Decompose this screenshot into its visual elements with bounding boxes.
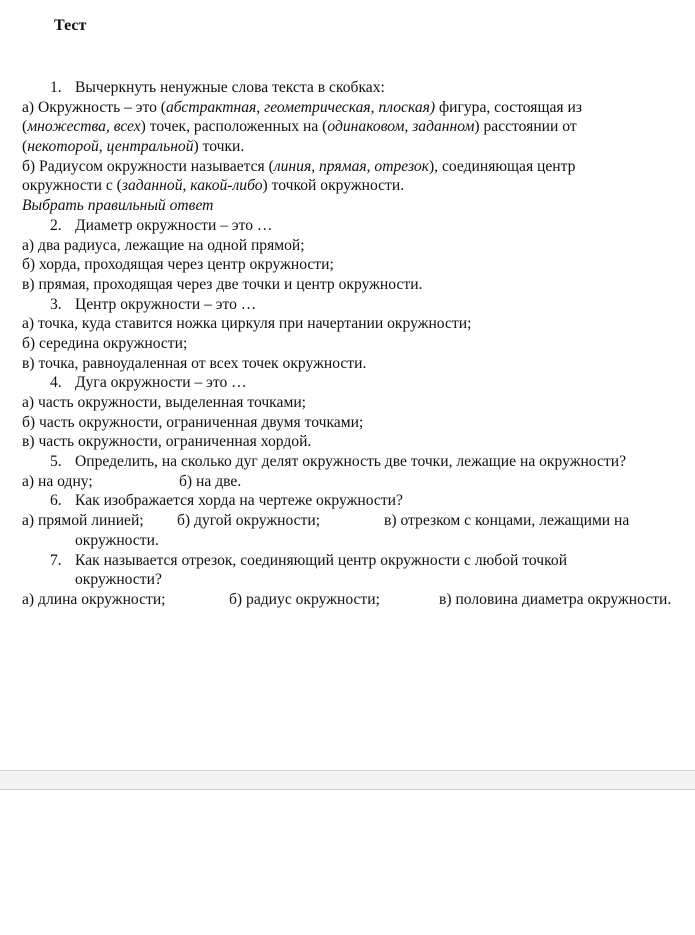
text-run: фигура, состоящая из: [435, 98, 582, 116]
answer-option: б) на две.: [179, 472, 242, 490]
italic-run: одинаковом, заданном: [327, 118, 475, 136]
question-text-continuation: окружности?: [75, 571, 162, 589]
question-text: Как называется отрезок, соединяющий центр окружности с любой точкой: [75, 551, 568, 569]
page-title: Тест: [54, 17, 87, 34]
answer-option: в) отрезком с концами, лежащими на: [384, 512, 630, 530]
question-text: Определить, на сколько дуг делят окружность две точки, лежащие на окружности?: [75, 453, 626, 471]
question-3: [22, 295, 695, 315]
test-content: [22, 78, 695, 610]
italic-run: множества, всех: [27, 118, 141, 136]
italic-run: заданной, какой-либо: [121, 177, 263, 195]
question-number: 7.: [50, 551, 62, 569]
answer-option: в) точка, равноудаленная от всех точек окружности.: [22, 354, 367, 372]
text-run: окружности с (: [22, 177, 122, 195]
question-text: Диаметр окружности – это …: [75, 216, 273, 234]
question-5: [22, 452, 695, 472]
answer-option: в) часть окружности, ограниченная хордой.: [22, 433, 312, 451]
answer-option: а) два радиуса, лежащие на одной прямой;: [22, 236, 305, 254]
instruction-text: Выбрать правильный ответ: [22, 197, 214, 215]
answer-options-row: [22, 472, 695, 492]
text-run: ), соединяющая центр: [428, 157, 576, 175]
answer-option: б) хорда, проходящая через центр окружности;: [22, 256, 334, 274]
next-page: [0, 790, 695, 935]
q1-part-b-line-1: [22, 157, 695, 177]
question-number: 3.: [50, 295, 62, 313]
q1-part-a-line-1: [22, 98, 695, 118]
answer-option: а) на одну;: [22, 472, 93, 490]
question-text: Вычеркнуть ненужные слова текста в скобках:: [75, 79, 385, 96]
question-number: 2.: [50, 216, 62, 234]
question-number: 4.: [50, 374, 62, 392]
italic-run: некоторой, центральной: [27, 138, 194, 156]
answer-option: а) часть окружности, выделенная точками;: [22, 394, 306, 411]
question-text: Дуга окружности – это …: [75, 374, 247, 392]
answer-option: а) прямой линией;: [22, 512, 144, 530]
question-number: 1.: [50, 79, 62, 96]
italic-run: абстрактная, геометрическая, плоская): [165, 98, 436, 116]
answer-option: в) половина диаметра окружности.: [439, 590, 672, 608]
answer-option: б) радиус окружности;: [229, 590, 380, 608]
answer-option: б) дугой окружности;: [177, 512, 321, 530]
question-text: Как изображается хорда на чертеже окружности?: [75, 492, 403, 510]
question-6: [22, 491, 695, 511]
text-run: (: [22, 118, 28, 136]
question-1: [22, 78, 695, 98]
text-run: (: [22, 138, 28, 156]
answer-option: б) середина окружности;: [22, 334, 188, 352]
text-run: ) точек, расположенных на (: [140, 118, 328, 136]
question-7: [22, 551, 695, 571]
text-run: ) точкой окружности.: [262, 177, 405, 195]
italic-run: линия, прямая, отрезок: [273, 157, 429, 175]
text-run: ) расстоянии от: [474, 118, 577, 136]
text-run: ) точки.: [193, 138, 245, 156]
question-number: 6.: [50, 492, 62, 510]
answer-option: б) часть окружности, ограниченная двумя точками;: [22, 413, 364, 431]
text-run: б) Радиусом окружности называется (: [22, 157, 274, 175]
page-separator: [0, 770, 695, 790]
answer-options-row: [22, 590, 695, 610]
answer-option-continuation: окружности.: [75, 531, 159, 549]
q1-part-a-line-3: [22, 137, 695, 157]
answer-option: а) длина окружности;: [22, 590, 166, 608]
answer-options-row: [22, 511, 695, 531]
question-number: 5.: [50, 453, 62, 471]
question-text: Центр окружности – это …: [75, 295, 257, 313]
instruction: [22, 196, 695, 216]
q1-part-a-line-2: [22, 117, 695, 137]
answer-option: в) прямая, проходящая через две точки и центр окружности.: [22, 275, 423, 293]
answer-option: а) точка, куда ставится ножка циркуля при начертании окружности;: [22, 315, 472, 333]
q1-part-b-line-2: [22, 176, 695, 196]
text-run: а) Окружность – это (: [22, 98, 166, 116]
question-2: [22, 216, 695, 236]
question-4: [22, 373, 695, 393]
